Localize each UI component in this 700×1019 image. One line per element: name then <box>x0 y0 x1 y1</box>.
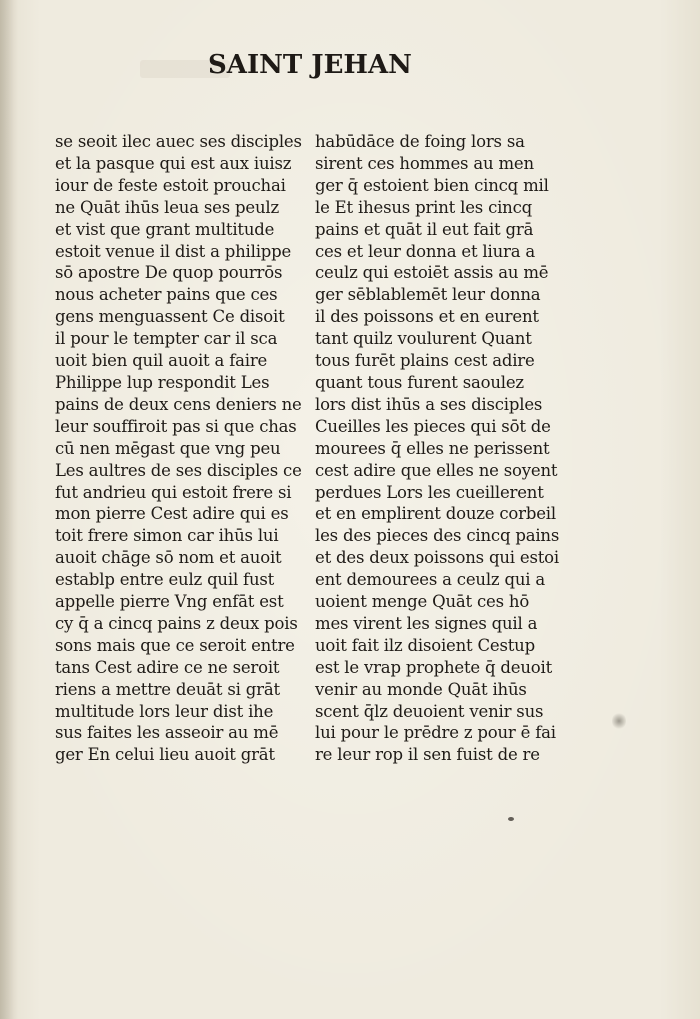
text-line: ger q̄ estoient bien cincq mil <box>315 175 549 195</box>
text-line: habūdāce de foing lors sa <box>315 132 525 151</box>
text-line: nous acheter pains que ces <box>55 285 278 305</box>
text-line: et la pasque qui est aux iuisz <box>55 153 292 173</box>
text-line: perdues Lors les cueillerent <box>315 482 544 502</box>
text-line: ces et leur donna et liura a <box>315 241 536 261</box>
text-line: scent q̄lz deuoient venir sus <box>315 701 544 721</box>
text-line: mourees q̄ elles ne perissent <box>315 438 550 458</box>
text-line: uoit bien quil auoit a faire <box>55 351 268 371</box>
text-line: riens a mettre deuāt si grāt <box>55 679 280 699</box>
text-line: pains et quāt il eut fait grā <box>315 219 534 239</box>
text-line: il pour le tempter car il sca <box>55 329 278 349</box>
text-line: se seoit ilec auec ses disciples <box>55 132 302 151</box>
text-line: multitude lors leur dist ihe <box>55 701 274 721</box>
text-line: ceulz qui estoiēt assis au mē <box>315 263 549 283</box>
running-head: SAINT JEHAN <box>208 50 412 80</box>
left-text-column <box>55 131 302 766</box>
text-line: sus faites les asseoir au mē <box>55 723 279 743</box>
text-line: mes virent les signes quil a <box>315 613 538 633</box>
text-line: et des deux poissons qui estoi <box>315 548 559 568</box>
text-line: tous furēt plains cest adire <box>315 351 535 371</box>
text-line: est le vrap prophete q̄ deuoit <box>315 657 553 677</box>
text-line: quant tous furent saoulez <box>315 372 524 392</box>
text-line: uoient menge Quāt ces hō <box>315 592 530 612</box>
text-line: sō apostre De quop pourrōs <box>55 263 283 283</box>
text-line: lui pour le prēdre z pour ē fai <box>315 723 556 743</box>
text-line: establp entre eulz quil fust <box>55 570 275 590</box>
text-line: gens menguassent Ce disoit <box>55 307 285 327</box>
text-line: il des poissons et en eurent <box>315 307 539 327</box>
text-line: lors dist ihūs a ses disciples <box>315 394 543 414</box>
text-line: sirent ces hommes au men <box>315 153 534 173</box>
text-line: pains de deux cens deniers ne <box>55 394 302 414</box>
text-line: les des pieces des cincq pains <box>315 526 560 546</box>
text-line: tans Cest adire ce ne seroit <box>55 657 280 677</box>
text-line: Cueilles les pieces qui sōt de <box>315 416 551 436</box>
text-line: uoit fait ilz disoient Cestup <box>315 635 535 655</box>
text-line: iour de feste estoit prouchai <box>55 175 286 195</box>
ink-smudge <box>612 712 626 730</box>
text-line: ger sēblablemēt leur donna <box>315 285 541 305</box>
text-line: cy q̄ a cincq pains z deux pois <box>55 613 298 633</box>
text-line: sons mais que ce seroit entre <box>55 635 295 655</box>
text-line: cū nen mēgast que vng peu <box>55 438 281 458</box>
text-line: tant quilz voulurent Quant <box>315 329 532 349</box>
text-line: ne Quāt ihūs leua ses peulz <box>55 197 279 217</box>
ink-speck <box>508 817 514 821</box>
text-line: Les aultres de ses disciples ce <box>55 460 302 480</box>
text-line: auoit chāge sō nom et auoit <box>55 548 282 568</box>
text-line: re leur rop il sen fuist de re <box>315 745 540 765</box>
text-line: venir au monde Quāt ihūs <box>315 679 527 699</box>
text-line: le Et ihesus print les cincq <box>315 197 533 217</box>
text-line: et vist que grant multitude <box>55 219 275 239</box>
right-text-column <box>315 131 560 766</box>
gutter-shadow <box>0 0 18 1019</box>
text-line: cest adire que elles ne soyent <box>315 460 558 480</box>
text-line: mon pierre Cest adire qui es <box>55 504 289 524</box>
text-line: et en emplirent douze corbeil <box>315 504 556 524</box>
text-line: Philippe lup respondit Les <box>55 372 270 392</box>
text-line: ger En celui lieu auoit grāt <box>55 745 275 765</box>
text-line: appelle pierre Vng enfāt est <box>55 592 284 612</box>
text-line: toit frere simon car ihūs lui <box>55 526 279 546</box>
text-line: leur souffiroit pas si que chas <box>55 416 297 436</box>
text-line: ent demourees a ceulz qui a <box>315 570 546 590</box>
text-line: fut andrieu qui estoit frere si <box>55 482 292 502</box>
text-line: estoit venue il dist a philippe <box>55 241 292 261</box>
